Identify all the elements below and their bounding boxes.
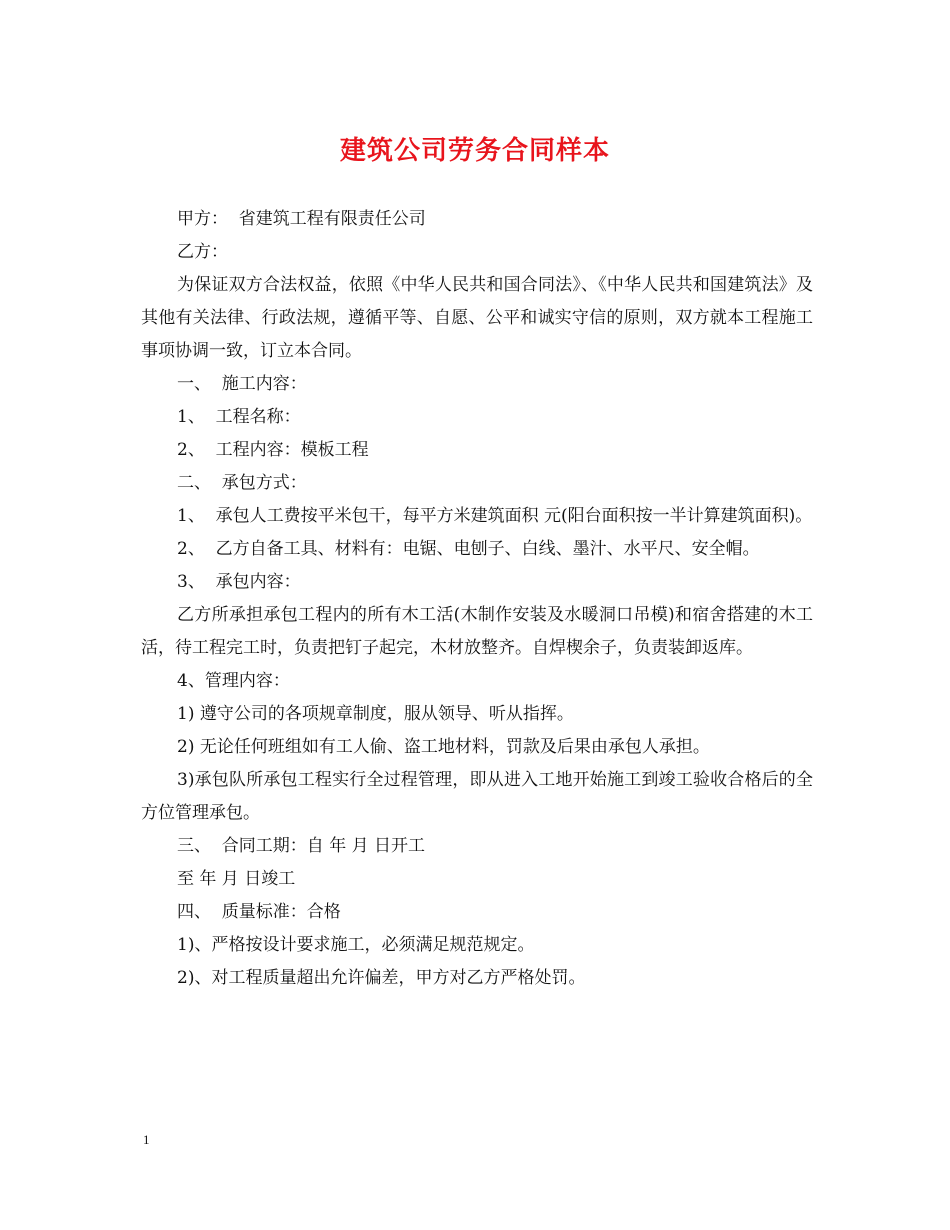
management-item-3: 3)承包队所承包工程实行全过程管理，即从进入工地开始施工到竣工验收合格后的全方位管理承包。 bbox=[141, 770, 813, 823]
clause-1-1: 1、 工程名称： bbox=[177, 407, 301, 427]
section-heading-1: 一、 施工内容： bbox=[177, 374, 307, 394]
section-heading-2: 二、 承包方式： bbox=[177, 473, 307, 493]
clause-1-2: 2、 工程内容：模板工程 bbox=[177, 440, 369, 460]
party-a-line: 甲方： 省建筑工程有限责任公司 bbox=[177, 209, 426, 229]
clause-2-2: 2、 乙方自备工具、材料有：电锯、电刨子、白线、墨汁、水平尺、安全帽。 bbox=[177, 539, 760, 559]
quality-item-1: 1)、严格按设计要求施工，必须满足规范规定。 bbox=[177, 935, 535, 955]
contract-scope-paragraph: 乙方所承担承包工程内的所有木工活(木制作安装及水暖洞口吊模)和宿舍搭建的木工活，待工程完工时，负责把钉子起完，木材放整齐。自焊楔余子，负责装卸返库。 bbox=[141, 605, 813, 658]
clause-2-4: 4、管理内容： bbox=[177, 671, 290, 691]
section-heading-4: 四、 质量标准：合格 bbox=[177, 902, 341, 922]
management-item-1: 1) 遵守公司的各项规章制度，服从领导、听从指挥。 bbox=[177, 704, 574, 724]
party-b-line: 乙方： bbox=[177, 242, 228, 262]
completion-date-line: 至 年 月 日竣工 bbox=[177, 869, 296, 889]
clause-2-3: 3、 承包内容： bbox=[177, 572, 301, 592]
clause-2-1: 1、 承包人工费按平米包干，每平方米建筑面积 元(阳台面积按一半计算建筑面积)。 bbox=[177, 506, 813, 526]
quality-item-2: 2)、对工程质量超出允许偏差，甲方对乙方严格处罚。 bbox=[177, 968, 586, 988]
preamble-paragraph: 为保证双方合法权益，依照《中华人民共和国合同法》、《中华人民共和国建筑法》及其他有关法律、行政法规，遵循平等、自愿、公平和诚实守信的原则，双方就本工程施工事项协调一致，订立本合同。 bbox=[141, 275, 813, 361]
document-title: 建筑公司劳务合同样本 bbox=[339, 136, 610, 166]
page-number: 1 bbox=[143, 1132, 150, 1147]
section-heading-3: 三、 合同工期：自 年 月 日开工 bbox=[177, 836, 426, 856]
management-item-2: 2) 无论任何班组如有工人偷、盗工地材料，罚款及后果由承包人承担。 bbox=[177, 737, 710, 757]
document-body bbox=[141, 203, 813, 995]
